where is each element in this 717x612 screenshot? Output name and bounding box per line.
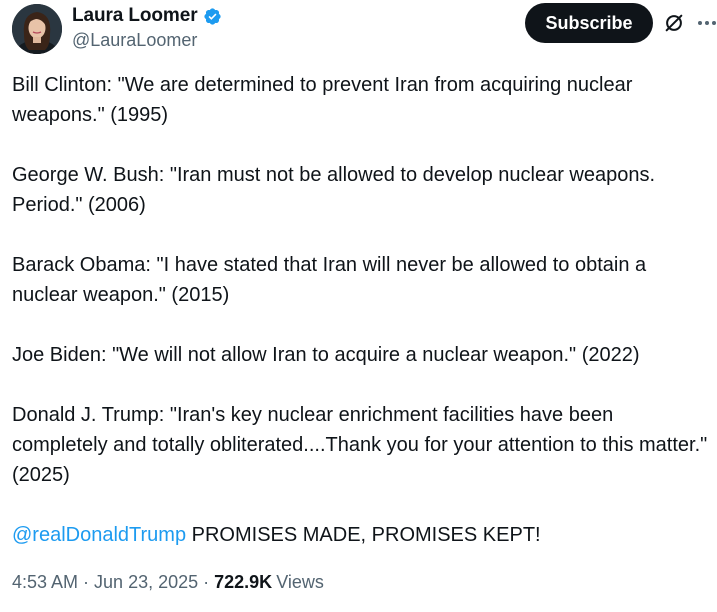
tweet-time[interactable]: 4:53 AM — [12, 572, 79, 592]
display-name-row — [72, 4, 222, 28]
meta-separator: · — [203, 572, 210, 592]
more-horizontal-icon[interactable] — [697, 12, 717, 34]
tweet-paragraph: Barack Obama: "I have stated that Iran will never be allowed to obtain a nuclear weapon." (2015) — [12, 254, 647, 306]
tweet-closing-text: PROMISES MADE, PROMISES KEPT! — [186, 524, 541, 546]
display-name[interactable]: Laura Loomer — [72, 5, 198, 26]
meta-separator: · — [83, 572, 90, 592]
author-handle[interactable]: @LauraLoomer — [72, 30, 198, 50]
grok-icon[interactable] — [663, 12, 685, 34]
views-label: Views — [276, 572, 324, 592]
views-count: 722.9K — [214, 572, 273, 592]
tweet-date[interactable]: Jun 23, 2025 — [94, 572, 199, 592]
subscribe-button[interactable]: Subscribe — [525, 3, 653, 43]
tweet-paragraph: Joe Biden: "We will not allow Iran to acquire a nuclear weapon." (2022) — [12, 344, 640, 366]
tweet-text — [12, 70, 712, 580]
tweet-paragraph: George W. Bush: "Iran must not be allowed to develop nuclear weapons. Period." (2006) — [12, 164, 656, 216]
avatar-image — [12, 4, 62, 54]
avatar[interactable] — [12, 4, 62, 54]
tweet-paragraph: Bill Clinton: "We are determined to prevent Iran from acquiring nuclear weapons." (1995) — [12, 74, 633, 126]
mention-link[interactable]: @realDonaldTrump — [12, 524, 187, 546]
tweet-meta — [12, 572, 324, 593]
tweet-paragraph: Donald J. Trump: "Iran's key nuclear enrichment facilities have been completely and totally obliterated....Thank you for your attention to this matter." (2025) — [12, 404, 708, 486]
tweet-closing-paragraph — [12, 520, 712, 550]
verified-badge-icon — [203, 7, 222, 26]
